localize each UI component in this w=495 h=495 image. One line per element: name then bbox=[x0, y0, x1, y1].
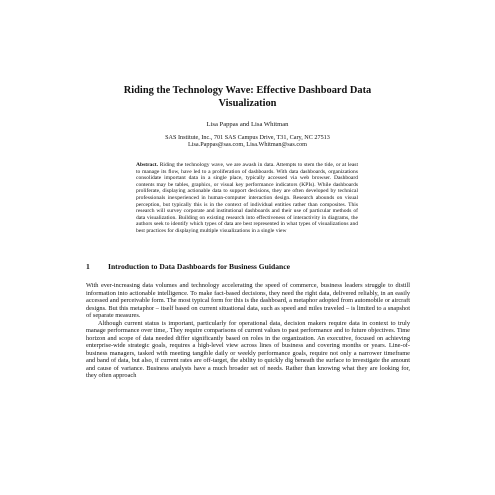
body-paragraph-2: Although current status is important, particularly for operational data, decision makers require data in context to truly manage performance over time,. They require comparisons of current values to past performance and to future objectives. Time horizon and scope of data needed differ significantly based on roles in the organization. An executive, focused on achieving enterprise-wide strategic goals, requires a high-level view across lines of business and covering months or years. Line-of-business managers, tasked with meeting tangible daily or weekly performance goals, require not only a narrower timeframe and band of data, but also, if current rates are off-target, the ability to quickly dig beneath the surface to investigate the amount and cause of variance. Business analysts have a much broader set of needs. Rather than knowing what they are looking for, they often approach bbox=[86, 319, 410, 379]
section-heading bbox=[86, 262, 416, 271]
paper-authors: Lisa Pappas and Lisa Whitman bbox=[206, 121, 289, 128]
paper-title: Riding the Technology Wave: Effective Dashboard Data Visualization bbox=[123, 85, 372, 109]
abstract-text: Riding the technology wave, we are awash in data. Attempts to stem the tide, or at least to manage its flow, have led to a proliferation of dashboards. With data dashboards, organizations consolidate important data in a single place, typically accessed via web browser. Dashboard contents may be tables, graphics, or visual key performance indicators (KPIs). While dashboards proliferate, displaying actionable data to support decisions, they are often developed by technical professionals inexperienced in human-computer interaction design. Research abounds on visual perception, but typically this is in the context of individual entities rather than composites. This research will survey corporate and institutional dashboards and their use of particular methods of data visualization. Building on existing research into effectiveness of interactivity in diagrams, the authors seek to identify which types of data are best represented in what types of visualizations and best practices for displaying multiple visualizations in a single view bbox=[136, 162, 359, 234]
author-affiliation-block bbox=[100, 134, 395, 149]
section-body bbox=[86, 282, 410, 380]
section-number: 1 bbox=[86, 262, 90, 271]
section-title: Introduction to Data Dashboards for Business Guidance bbox=[108, 262, 291, 271]
author-emails: Lisa.Pappas@sas.com, Lisa.Whitman@sas.com bbox=[188, 141, 307, 149]
body-paragraph-1: With ever-increasing data volumes and technology accelerating the speed of commerce, business leaders struggle to distill information into actionable intelligence. To make fact-based decisions, they need the right data, delivered reliably, in an easily accessed and perceivable form. The most typical form for this is the dashboard, a metaphor adopted from automobile or aircraft designs. But this metaphor – itself based on current situational data, such as speed and miles traveled – is limited to a snapshot of separate measures. bbox=[86, 282, 410, 319]
abstract-label: Abstract. bbox=[136, 162, 159, 168]
abstract bbox=[136, 162, 358, 235]
affiliation-address: SAS Institute, Inc., 701 SAS Campus Drive, T31, Cary, NC 27513 bbox=[165, 134, 330, 141]
